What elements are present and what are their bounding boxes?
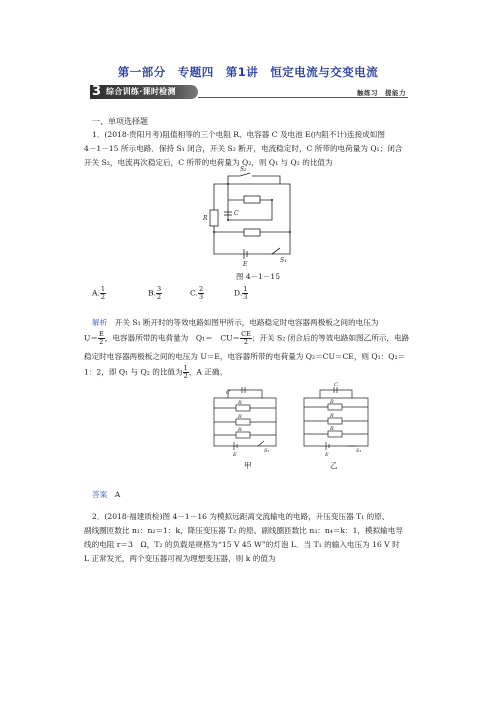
svg-text:R: R [330,413,334,419]
svg-text:S₁: S₁ [264,448,270,454]
answer-tag: 答案 [92,490,108,499]
analysis-line-4: 1：2，即 Q₁ 与 Q₂ 的比值为 $\frac{1}{2}$ ，A 正确。 [84,364,228,380]
svg-text:R: R [330,426,334,432]
option-b-fraction: $\frac{3}{2}$ [157,285,162,301]
analysis-frac-ce-2: $\frac{CE}{2}$ [241,330,251,346]
banner-divider [198,97,408,98]
option-a-label: A. [92,288,100,298]
analysis-line-3: 稳定时电容器两极板之间的电压为 U＝E，电容器所带的电荷量为 Q₂＝CU＝CE，则 Q₁：Q₂＝ [84,352,406,361]
fig-label-s1: S₁ [280,257,287,264]
equivalent-circuit-yi [296,382,378,458]
answer-value: A [114,490,121,499]
fig-label-s2: S₂ [240,166,247,173]
option-c-label: C. [190,288,198,298]
svg-text:R: R [238,414,242,420]
section-heading: 一、单项选择题 [92,117,148,126]
fig-label-e: E [243,261,248,268]
figure-label-yi: 乙 [330,461,338,470]
svg-text:R: R [238,400,242,406]
option-b-label: B. [148,288,156,298]
svg-text:S₁: S₁ [356,448,362,454]
analysis-frac-e-2: $\frac{E}{2}$ [99,330,104,346]
option-b[interactable] [148,286,162,301]
q1-line-1: 1．(2018·贵阳月考)阻值相等的三个电阻 R、电容器 C 及电池 E(内阻不计)连接成如图 [92,130,385,139]
option-c-fraction: $\frac{2}{3}$ [198,285,204,301]
svg-text:E: E [325,452,329,458]
analysis-frac-1-2: $\frac{1}{2}$ [183,364,188,380]
option-d[interactable] [234,286,248,301]
q2-line-3: 线的电阻 r＝3 Ω，T₂ 的负载是规格为“15 V 45 W”的灯泡 L．当 T₁ 的输入电压为 16 V 时 [84,540,400,549]
svg-text:C: C [226,390,230,396]
option-d-fraction: $\frac{1}{3}$ [243,285,248,301]
q1-line-3: 开关 S₂，电流再次稳定后，C 所带的电荷量为 Q₂，则 Q₁ 与 Q₂ 的比值为 [84,158,333,167]
analysis-line-1: 解析 开关 S₁ 断开时的等效电路如图甲所示，电路稳定时电容器两极板之间的电压为 [92,318,379,327]
option-a[interactable] [92,286,106,301]
figure-label-jia: 甲 [244,461,252,470]
answer-line [92,490,412,500]
q1-line-2: 4－1－15 所示电路．保持 S₁ 闭合，开关 S₂ 断开，电流稳定时，C 所带的电荷量为 Q₁；闭合 [84,144,403,153]
equivalent-circuit-jia [206,388,286,458]
option-d-label: D. [234,288,243,298]
section-banner [90,85,408,99]
page-title: 第一部分 专题四 第1讲 恒定电流与交变电流 [117,65,379,79]
q2-line-4: L 正常发光，两个变压器可视为理想变压器，则 k 的值为 [84,554,276,563]
fig-label-c: C [234,210,239,217]
circuit-figure-4-1-15 [200,166,300,268]
figure-caption: 图 4－1－15 [236,272,280,281]
svg-text:R: R [238,427,242,433]
option-c[interactable] [190,286,204,301]
svg-text:E: E [233,452,237,458]
option-a-fraction: $\frac{1}{2}$ [100,285,106,301]
svg-text:R: R [330,399,334,405]
banner-label: 综合训练·课时检测 [106,87,176,96]
q2-line-2: 副线圈匝数比 n₁：n₂＝1：k，降压变压器 T₂ 的原、副线圈匝数比 n₃：n₄＝k：1，模拟输电导 [84,526,403,535]
analysis-tag: 解析 [92,318,108,327]
svg-text:C: C [334,382,338,388]
analysis-line-2: U＝ $\frac{E}{2}$ ，电容器所带的电荷量为 Q₁＝ CU＝ $\frac{CE}{2}$ ；开关 S₂ 闭合后的等效电路如图乙所示，电路 [84,330,410,346]
q2-line-1: 2．(2018·福建质检)图 4－1－16 为模拟远距离交流输电的电路，升压变压器 T₁ 的原、 [92,512,390,521]
fig-label-r: R [203,215,208,222]
banner-number: 3 [92,84,102,99]
banner-right-text: 触练习 提能力 [357,89,406,97]
